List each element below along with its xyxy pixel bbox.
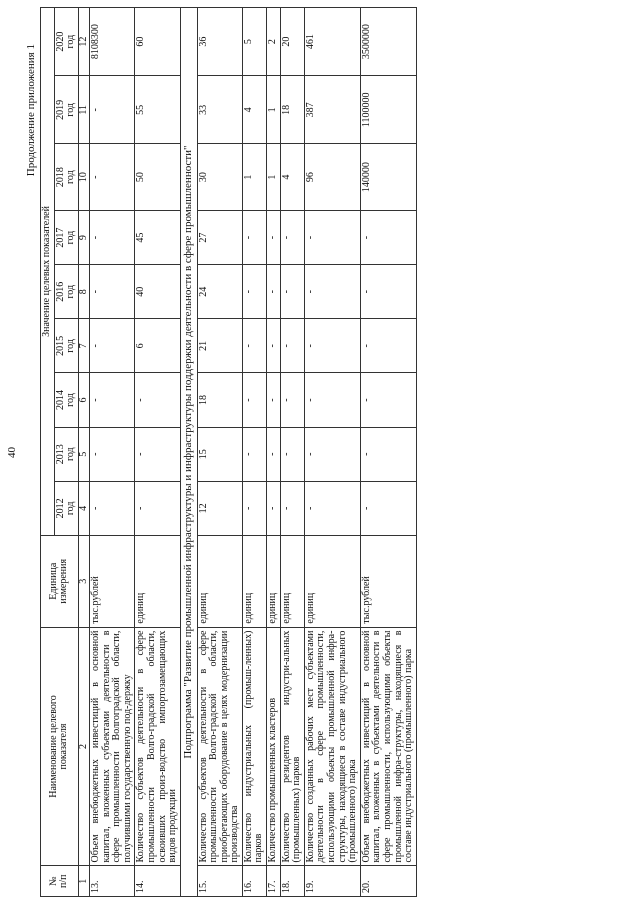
- header-year: 2012 год: [54, 481, 78, 535]
- value-cell: 24: [197, 265, 242, 319]
- value-cell: 387: [304, 76, 360, 144]
- table-row: [267, 8, 281, 897]
- value-cell: 1: [242, 144, 266, 211]
- value-cell: -: [90, 265, 135, 319]
- value-cell: 15: [197, 427, 242, 481]
- value-cell: -: [280, 319, 304, 373]
- header-values-group: Значение целевых показателей: [41, 8, 55, 536]
- value-cell: -: [242, 265, 266, 319]
- value-cell: -: [90, 319, 135, 373]
- header-year: 2015 год: [54, 319, 78, 373]
- row-number: 17.: [267, 866, 281, 897]
- header-year: 2013 год: [54, 427, 78, 481]
- table-row: [242, 8, 266, 897]
- rows-before: [90, 8, 181, 897]
- row-number: 18.: [280, 866, 304, 897]
- header-num: № п/п: [41, 866, 79, 897]
- value-cell: -: [242, 210, 266, 264]
- unit-cell: единиц: [267, 535, 281, 627]
- subprogram-section: [180, 8, 197, 897]
- header-year: 2020 год: [54, 8, 78, 76]
- value-cell: 4: [242, 76, 266, 144]
- subprogram-title: Подпрограмма "Развитие промышленной инфраструктуры и инфраструктуры поддержки деятельности в сфере промышленности": [180, 8, 197, 897]
- value-cell: 50: [135, 144, 180, 211]
- column-number: 6: [78, 373, 90, 427]
- indicator-name: Количество индустриальных (промыш-ленных) парков: [242, 627, 266, 866]
- row-number: 14.: [135, 866, 180, 897]
- value-cell: -: [267, 265, 281, 319]
- value-cell: -: [360, 481, 416, 535]
- value-cell: 2: [267, 8, 281, 76]
- value-cell: -: [90, 144, 135, 211]
- value-cell: 30: [197, 144, 242, 211]
- value-cell: 45: [135, 210, 180, 264]
- column-number-row: [78, 8, 90, 897]
- unit-cell: единиц: [304, 535, 360, 627]
- page-number: 40: [6, 447, 18, 458]
- value-cell: -: [267, 427, 281, 481]
- value-cell: -: [90, 427, 135, 481]
- value-cell: -: [304, 373, 360, 427]
- value-cell: -: [242, 481, 266, 535]
- column-number: 3: [78, 535, 90, 627]
- value-cell: -: [304, 319, 360, 373]
- value-cell: -: [90, 373, 135, 427]
- value-cell: -: [242, 427, 266, 481]
- continuation-note: Продолжение приложения 1: [25, 44, 37, 177]
- table-row: [360, 8, 416, 897]
- value-cell: -: [135, 481, 180, 535]
- row-number: 16.: [242, 866, 266, 897]
- value-cell: -: [135, 373, 180, 427]
- value-cell: 1100000: [360, 76, 416, 144]
- value-cell: -: [267, 481, 281, 535]
- row-number: 20.: [360, 866, 416, 897]
- indicator-name: Количество созданных рабочих мест субъектами деятельности в сфере промышленности, использующими объекты промышленной инфра-структуры, находящиеся в составе индустриального (промышленного) парка: [304, 627, 360, 866]
- table-row: [197, 8, 242, 897]
- value-cell: -: [360, 373, 416, 427]
- column-number: 12: [78, 8, 90, 76]
- header-name: Наименование целевого показателя: [41, 627, 79, 866]
- value-cell: -: [360, 210, 416, 264]
- value-cell: -: [90, 481, 135, 535]
- indicator-name: Количество субъектов деятельности в сфере промышленности Волго-градской области, освоивших произ-водство импортозамещающих видов продукции: [135, 627, 180, 866]
- value-cell: 12: [197, 481, 242, 535]
- value-cell: -: [242, 373, 266, 427]
- value-cell: 21: [197, 319, 242, 373]
- header-year: 2019 год: [54, 76, 78, 144]
- column-number: 11: [78, 76, 90, 144]
- value-cell: 60: [135, 8, 180, 76]
- value-cell: -: [242, 319, 266, 373]
- value-cell: 3500000: [360, 8, 416, 76]
- indicator-name: Объем внебюджетных инвестиций в основной капитал, вложенных субъектами деятельности в сфере промышленности Волгоградской области, получившими государственную под-держку: [90, 627, 135, 866]
- table-row: [304, 8, 360, 897]
- value-cell: -: [304, 481, 360, 535]
- column-number: 10: [78, 144, 90, 211]
- header-year: 2017 год: [54, 210, 78, 264]
- indicator-name: Количество субъектов деятельности в сфере промышленности Волго-градской области, приобретающих оборудование в целях модернизации производства: [197, 627, 242, 866]
- column-number: 1: [78, 866, 90, 897]
- value-cell: 8108300: [90, 8, 135, 76]
- value-cell: -: [90, 210, 135, 264]
- header-unit: Единица измерения: [41, 535, 79, 627]
- column-number: 7: [78, 319, 90, 373]
- table-row: [280, 8, 304, 897]
- value-cell: 5: [242, 8, 266, 76]
- value-cell: 18: [197, 373, 242, 427]
- value-cell: -: [280, 265, 304, 319]
- value-cell: -: [267, 373, 281, 427]
- value-cell: 1: [267, 76, 281, 144]
- value-cell: -: [360, 319, 416, 373]
- indicator-name: Количество резидентов индустри-альных (промышленных) парков: [280, 627, 304, 866]
- target-indicators-table: [40, 7, 417, 897]
- column-number: 5: [78, 427, 90, 481]
- value-cell: -: [360, 427, 416, 481]
- value-cell: 96: [304, 144, 360, 211]
- header-year: 2014 год: [54, 373, 78, 427]
- unit-cell: единиц: [197, 535, 242, 627]
- column-number: 8: [78, 265, 90, 319]
- unit-cell: единиц: [135, 535, 180, 627]
- value-cell: 33: [197, 76, 242, 144]
- value-cell: 27: [197, 210, 242, 264]
- value-cell: -: [280, 210, 304, 264]
- header-year: 2016 год: [54, 265, 78, 319]
- value-cell: -: [267, 210, 281, 264]
- value-cell: 140000: [360, 144, 416, 211]
- indicator-name: Количество промышленных кластеров: [267, 627, 281, 866]
- row-number: 15.: [197, 866, 242, 897]
- value-cell: 1: [267, 144, 281, 211]
- subprogram-row: [180, 8, 197, 897]
- value-cell: -: [360, 265, 416, 319]
- value-cell: 36: [197, 8, 242, 76]
- value-cell: 20: [280, 8, 304, 76]
- unit-cell: единиц: [280, 535, 304, 627]
- indicator-name: Объем внебюджетных инвестиций в основной капитал, вложенных в субъектами деятельности в сфере промышленности, использующими объекты промышленной инфра-структуры, находящиеся в составе индустриального (промышленного) парка: [360, 627, 416, 866]
- column-number: 9: [78, 210, 90, 264]
- unit-cell: тыс.рублей: [360, 535, 416, 627]
- value-cell: 6: [135, 319, 180, 373]
- column-number: 4: [78, 481, 90, 535]
- value-cell: 55: [135, 76, 180, 144]
- table-row: [90, 8, 135, 897]
- header-year: 2018 год: [54, 144, 78, 211]
- row-number: 19.: [304, 866, 360, 897]
- value-cell: -: [304, 210, 360, 264]
- value-cell: -: [280, 481, 304, 535]
- value-cell: 18: [280, 76, 304, 144]
- header-row-1: [41, 8, 55, 897]
- column-number: 2: [78, 627, 90, 866]
- row-number: 13.: [90, 866, 135, 897]
- table-row: [135, 8, 180, 897]
- value-cell: -: [304, 265, 360, 319]
- value-cell: -: [267, 319, 281, 373]
- value-cell: -: [280, 373, 304, 427]
- unit-cell: единиц: [242, 535, 266, 627]
- value-cell: -: [280, 427, 304, 481]
- value-cell: 461: [304, 8, 360, 76]
- value-cell: -: [90, 76, 135, 144]
- value-cell: -: [304, 427, 360, 481]
- value-cell: 4: [280, 144, 304, 211]
- value-cell: 40: [135, 265, 180, 319]
- value-cell: -: [135, 427, 180, 481]
- rows-after: [197, 8, 416, 897]
- unit-cell: тыс.рублей: [90, 535, 135, 627]
